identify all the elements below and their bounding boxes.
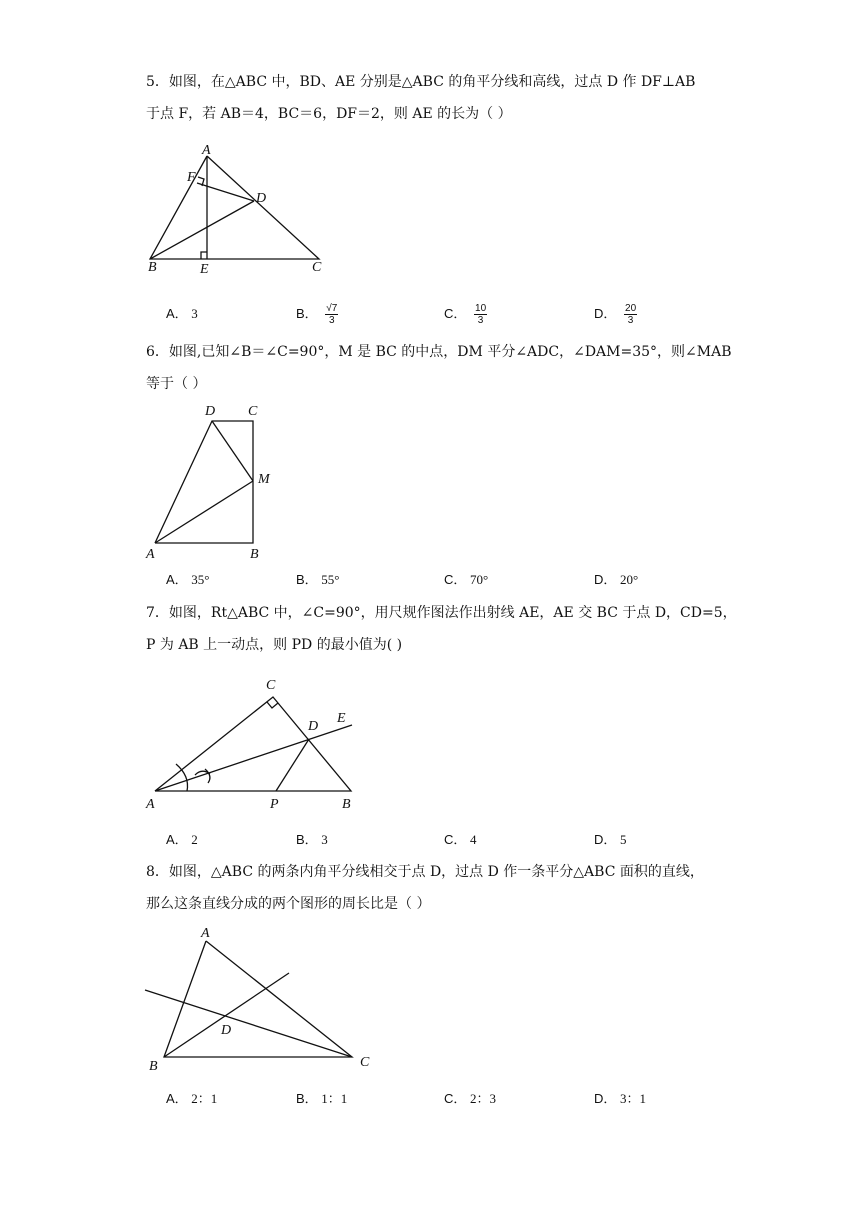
- fraction: [325, 303, 338, 326]
- option-letter: D．: [594, 832, 617, 847]
- ray-ae: [155, 725, 352, 791]
- option-letter: C．: [444, 306, 467, 321]
- option-letter: C．: [444, 572, 467, 587]
- option-value: 2：1: [191, 1091, 218, 1106]
- option-letter: D．: [594, 572, 617, 587]
- option-letter: A．: [166, 832, 188, 847]
- bisector-from-b: [164, 973, 289, 1057]
- option-b[interactable]: [296, 303, 338, 326]
- label-c: C: [312, 260, 322, 275]
- fraction-numerator: 10: [475, 303, 487, 315]
- option-value: 35°: [191, 572, 210, 587]
- fraction-numerator: √7: [326, 303, 338, 315]
- fraction: [474, 303, 487, 326]
- label-f: F: [187, 170, 196, 185]
- option-d[interactable]: [594, 1088, 646, 1107]
- label-b: B: [149, 1059, 158, 1074]
- label-c: C: [360, 1055, 370, 1070]
- label-a: A: [201, 926, 210, 941]
- label-d: D: [308, 719, 319, 734]
- option-letter: D．: [594, 306, 617, 321]
- label-e: E: [200, 262, 209, 277]
- option-a[interactable]: [166, 569, 210, 588]
- option-c[interactable]: [444, 829, 477, 848]
- option-a[interactable]: [166, 1088, 217, 1107]
- option-letter: B．: [296, 1091, 318, 1106]
- label-d: D: [256, 191, 267, 206]
- option-value: 2: [191, 832, 198, 847]
- label-m: M: [258, 472, 270, 487]
- fraction-denominator: 3: [329, 315, 335, 327]
- label-e: E: [337, 711, 346, 726]
- question-6-options: [166, 569, 686, 593]
- question-5-line-2: 于点 F，若 AB＝4，BC＝6，DF＝2，则 AE 的长为（ ）: [146, 106, 512, 122]
- option-value: 3: [191, 306, 198, 321]
- question-5-figure: [140, 140, 340, 280]
- construction-arc-1: [176, 764, 188, 791]
- segment-pd: [276, 739, 309, 791]
- option-a[interactable]: [166, 829, 198, 848]
- option-value: 70°: [470, 572, 489, 587]
- option-letter: A．: [166, 306, 188, 321]
- label-p: P: [270, 797, 279, 812]
- question-5-line-1: 5．如图，在△ABC 中，BD、AE 分别是△ABC 的角平分线和高线，过点 D 作 DF⊥AB: [146, 74, 696, 90]
- question-8-line-1: 8．如图，△ABC 的两条内角平分线相交于点 D，过点 D 作一条平分△ABC 面积的直线，: [146, 864, 704, 880]
- label-a: A: [146, 797, 155, 812]
- fraction: [624, 303, 637, 326]
- triangle-abc: [164, 941, 352, 1057]
- question-8-figure: [140, 920, 380, 1080]
- option-value: 1：1: [321, 1091, 348, 1106]
- label-b: B: [148, 260, 157, 275]
- label-c: C: [266, 678, 276, 693]
- label-b: B: [342, 797, 351, 812]
- option-d[interactable]: [594, 303, 637, 326]
- label-b: B: [250, 547, 259, 562]
- option-value: 5: [620, 832, 627, 847]
- option-letter: A．: [166, 572, 188, 587]
- label-a: A: [146, 547, 155, 562]
- question-6: [146, 336, 732, 400]
- fraction-numerator: 20: [625, 303, 637, 315]
- option-letter: D．: [594, 1091, 617, 1106]
- question-6-figure: [140, 400, 290, 565]
- option-value: 55°: [321, 572, 340, 587]
- option-letter: B．: [296, 572, 318, 587]
- question-7-line-1: 7．如图，Rt△ABC 中，∠C=90°，用尺规作图法作出射线 AE，AE 交 BC 于点 D，CD=5，: [146, 605, 737, 621]
- option-value: 3: [321, 832, 328, 847]
- question-8-line-2: 那么这条直线分成的两个图形的周长比是（ ）: [146, 896, 431, 912]
- option-letter: A．: [166, 1091, 188, 1106]
- right-angle-mark-e: [201, 252, 207, 259]
- question-5-options: [166, 303, 686, 327]
- question-7-figure: [140, 670, 370, 815]
- option-letter: B．: [296, 832, 318, 847]
- triangle-abc: [150, 156, 319, 259]
- question-7-line-2: P 为 AB 上一动点，则 PD 的最小值为( ): [146, 637, 403, 653]
- segment-dm: [212, 421, 253, 481]
- option-letter: B．: [296, 306, 318, 321]
- right-angle-mark-c: [267, 702, 278, 708]
- option-value: 4: [470, 832, 477, 847]
- fraction-denominator: 3: [477, 315, 484, 327]
- option-b[interactable]: [296, 569, 340, 588]
- option-a[interactable]: [166, 303, 198, 322]
- question-8: [146, 856, 704, 920]
- question-7: [146, 597, 737, 661]
- label-d: D: [221, 1023, 232, 1038]
- option-b[interactable]: [296, 829, 328, 848]
- question-5: [146, 66, 695, 130]
- triangle-abc: [155, 697, 351, 791]
- option-value: 2：3: [470, 1091, 497, 1106]
- option-value: 3：1: [620, 1091, 647, 1106]
- question-7-options: [166, 829, 686, 853]
- question-8-options: [166, 1088, 686, 1112]
- option-letter: C．: [444, 832, 467, 847]
- option-d[interactable]: [594, 829, 627, 848]
- quadrilateral-abcd: [155, 421, 253, 543]
- option-d[interactable]: [594, 569, 638, 588]
- question-6-line-1: 6．如图,已知∠B＝∠C=90°，M 是 BC 的中点，DM 平分∠ADC，∠DAM=35°，则∠MAB: [146, 344, 732, 360]
- option-letter: C．: [444, 1091, 467, 1106]
- fraction-denominator: 3: [627, 315, 634, 327]
- question-6-line-2: 等于（ ）: [146, 376, 207, 392]
- option-b[interactable]: [296, 1088, 347, 1107]
- option-c[interactable]: [444, 1088, 496, 1107]
- label-c: C: [248, 404, 258, 419]
- option-c[interactable]: [444, 569, 488, 588]
- label-d: D: [205, 404, 216, 419]
- option-c[interactable]: [444, 303, 487, 326]
- option-value: 20°: [620, 572, 639, 587]
- label-a: A: [202, 143, 211, 158]
